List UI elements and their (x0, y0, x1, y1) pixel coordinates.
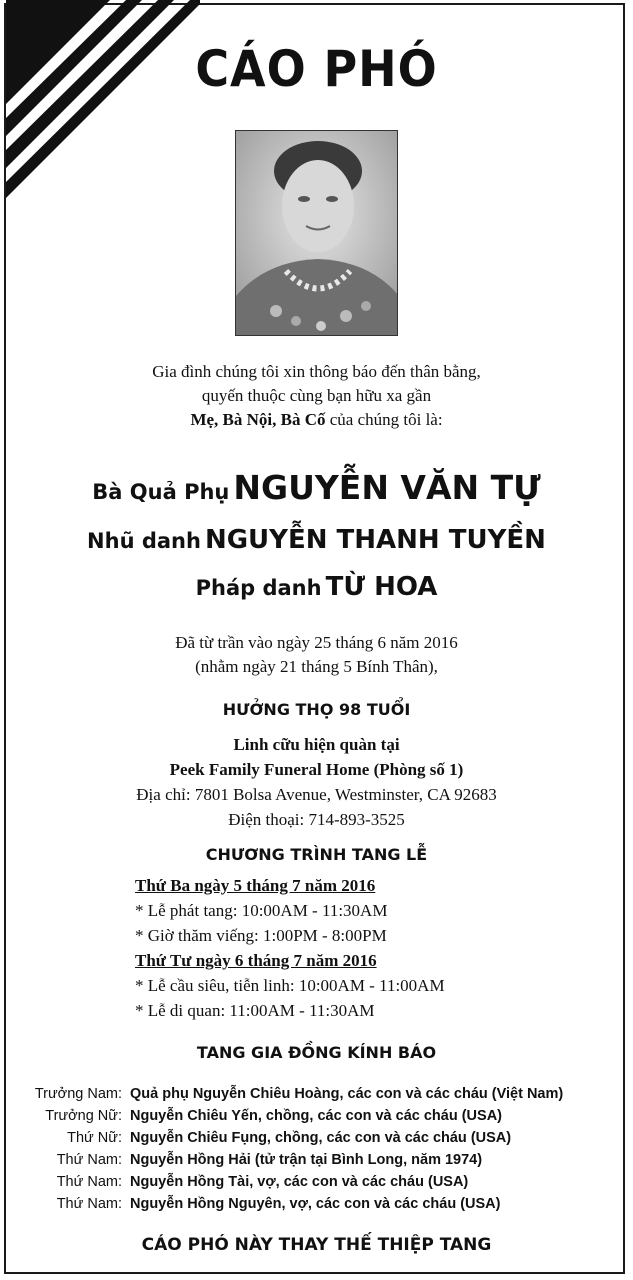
program-day-2: Thứ Tư ngày 6 tháng 7 năm 2016 (135, 951, 377, 970)
family-role: Thứ Nữ: (67, 1130, 122, 1146)
family-role: Thứ Nam: (56, 1196, 122, 1212)
age-heading: HƯỞNG THỌ 98 TUỔI (222, 700, 411, 719)
family-role: Thứ Nam: (56, 1174, 122, 1190)
family-role: Thứ Nam: (56, 1152, 122, 1168)
mourning-ribbon-icon (0, 0, 200, 200)
maiden-name: NGUYỄN THANH TUYỀN (204, 525, 546, 555)
program-item: * Lễ phát tang: 10:00AM - 11:30AM (135, 901, 388, 920)
venue-address: Địa chỉ: 7801 Bolsa Avenue, Westminster, CA 92683 (136, 785, 497, 804)
family-role: Trưởng Nam: (34, 1086, 122, 1102)
deceased-name-line (0, 468, 633, 507)
program-item: * Giờ thăm viếng: 1:00PM - 8:00PM (135, 926, 387, 945)
intro-line-3 (0, 410, 633, 430)
family-member: Nguyễn Chiêu Yến, chồng, các con và các cháu (USA) (130, 1108, 502, 1124)
program-item: * Lễ cầu siêu, tiễn linh: 10:00AM - 11:00AM (135, 976, 445, 995)
intro-line-3-rest: của chúng tôi là: (325, 410, 443, 429)
obituary-title: CÁO PHÓ (195, 40, 438, 98)
family-member: Nguyễn Hồng Tài, vợ, các con và các cháu (USA) (130, 1174, 469, 1190)
intro-relation: Mẹ, Bà Nội, Bà Cố (190, 410, 326, 429)
maiden-prefix: Nhũ danh (87, 529, 201, 553)
portrait-photo (235, 130, 398, 336)
passing-date: Đã từ trần vào ngày 25 tháng 6 năm 2016 (175, 633, 458, 652)
family-member: Quả phụ Nguyễn Chiêu Hoàng, các con và các cháu (Việt Nam) (130, 1086, 564, 1102)
maiden-name-line (0, 525, 633, 555)
venue-label: Linh cữu hiện quàn tại (233, 735, 400, 754)
family-member: Nguyễn Chiêu Fụng, chồng, các con và các cháu (USA) (130, 1130, 512, 1146)
program-heading: CHƯƠNG TRÌNH TANG LỄ (205, 845, 428, 864)
lunar-date: (nhằm ngày 21 tháng 5 Bính Thân), (195, 657, 438, 676)
family-heading: TANG GIA ĐỒNG KÍNH BÁO (196, 1043, 437, 1062)
closing-note: CÁO PHÓ NÀY THAY THẾ THIỆP TANG (141, 1235, 492, 1255)
deceased-prefix: Bà Quả Phụ (92, 480, 230, 504)
family-role: Trưởng Nữ: (45, 1108, 122, 1124)
intro-line-1: Gia đình chúng tôi xin thông báo đến thân bằng, (152, 362, 481, 381)
dharma-name-line (0, 572, 633, 602)
program-day-1: Thứ Ba ngày 5 tháng 7 năm 2016 (135, 876, 376, 895)
venue-phone: Điện thoại: 714-893-3525 (228, 810, 405, 829)
program-item: * Lễ di quan: 11:00AM - 11:30AM (135, 1001, 375, 1020)
family-member: Nguyễn Hồng Hải (tử trận tại Bình Long, năm 1974) (130, 1152, 483, 1168)
deceased-name: NGUYỄN VĂN TỰ (233, 468, 541, 507)
dharma-prefix: Pháp danh (195, 576, 322, 600)
venue-name: Peek Family Funeral Home (Phòng số 1) (169, 760, 464, 779)
family-member: Nguyễn Hồng Nguyên, vợ, các con và các cháu (USA) (130, 1196, 501, 1212)
dharma-name: TỪ HOA (325, 572, 438, 602)
intro-line-2: quyến thuộc cùng bạn hữu xa gần (201, 386, 432, 405)
